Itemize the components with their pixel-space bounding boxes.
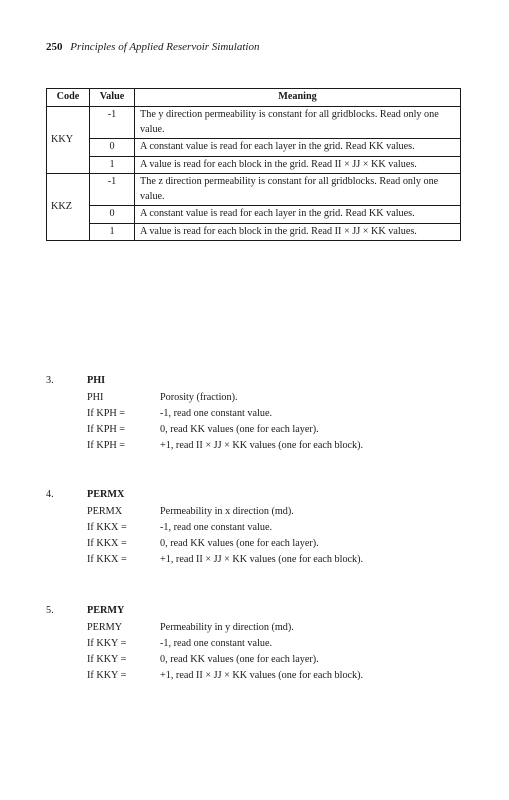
definition-row [87,504,294,520]
code-table [46,88,461,241]
definition-row [87,520,272,536]
definition-key: PERMY [87,622,123,633]
value-cell: 0 [90,139,135,157]
running-header [46,41,259,53]
definition-text: Permeability in x direction (md). [160,506,294,517]
code-cell: KKZ [47,174,90,241]
section-number: 5. [46,605,54,616]
meaning-cell: The z direction permeability is constant for all gridblocks. Read only one value. [135,174,461,206]
section-title: PHI [87,375,106,386]
meaning-cell: The y direction permeability is constant for all gridblocks. Read only one value. [135,107,461,139]
table-header-row [47,89,461,107]
definition-text: +1, read II × JJ × KK values (one for each block). [160,440,364,451]
header-code: Code [47,89,90,107]
meaning-cell: A value is read for each block in the grid. Read II × JJ × KK values. [135,223,461,241]
header-value: Value [90,89,135,107]
definition-key: If KKY = [87,654,127,665]
value-cell: -1 [90,174,135,206]
page-number: 250 [46,41,63,53]
book-title: Principles of Applied Reservoir Simulation [70,41,260,53]
definition-row [87,536,319,552]
table-row [47,223,461,241]
definition-row [87,636,272,652]
definition-text: 0, read KK values (one for each layer). [160,538,319,549]
definition-row [87,438,363,454]
code-cell: KKY [47,107,90,174]
value-cell: 0 [90,206,135,224]
meaning-cell: A constant value is read for each layer in the grid. Read KK values. [135,139,461,157]
value-cell: 1 [90,156,135,174]
table-row [47,174,461,206]
definition-text: +1, read II × JJ × KK values (one for each block). [160,670,364,681]
table-row [47,156,461,174]
table-row [47,206,461,224]
definition-key: If KKX = [87,554,127,565]
section-number: 4. [46,489,54,500]
definition-row [87,552,363,568]
definition-key: If KPH = [87,408,126,419]
definition-row [87,422,319,438]
definition-text: Porosity (fraction). [160,392,238,403]
section-title: PERMY [87,605,125,616]
definition-key: If KPH = [87,440,126,451]
definition-row [87,390,238,406]
value-cell: 1 [90,223,135,241]
definition-row [87,668,363,684]
definition-row [87,406,272,422]
definition-key: If KPH = [87,424,126,435]
table-row [47,107,461,139]
definition-key: If KKX = [87,538,127,549]
definition-key: If KKY = [87,670,127,681]
definition-text: 0, read KK values (one for each layer). [160,654,319,665]
definition-key: PHI [87,392,104,403]
definition-text: -1, read one constant value. [160,408,273,419]
definition-text: 0, read KK values (one for each layer). [160,424,319,435]
section-number: 3. [46,375,54,386]
definition-row [87,652,319,668]
header-meaning: Meaning [135,89,461,107]
definition-key: If KKX = [87,522,127,533]
definition-text: +1, read II × JJ × KK values (one for each block). [160,554,364,565]
definition-text: Permeability in y direction (md). [160,622,294,633]
section-title: PERMX [87,489,125,500]
definition-key: PERMX [87,506,123,517]
definition-text: -1, read one constant value. [160,638,273,649]
definition-row [87,620,294,636]
meaning-cell: A value is read for each block in the grid. Read II × JJ × KK values. [135,156,461,174]
value-cell: -1 [90,107,135,139]
table-row [47,139,461,157]
definition-text: -1, read one constant value. [160,522,273,533]
meaning-cell: A constant value is read for each layer in the grid. Read KK values. [135,206,461,224]
definition-key: If KKY = [87,638,127,649]
